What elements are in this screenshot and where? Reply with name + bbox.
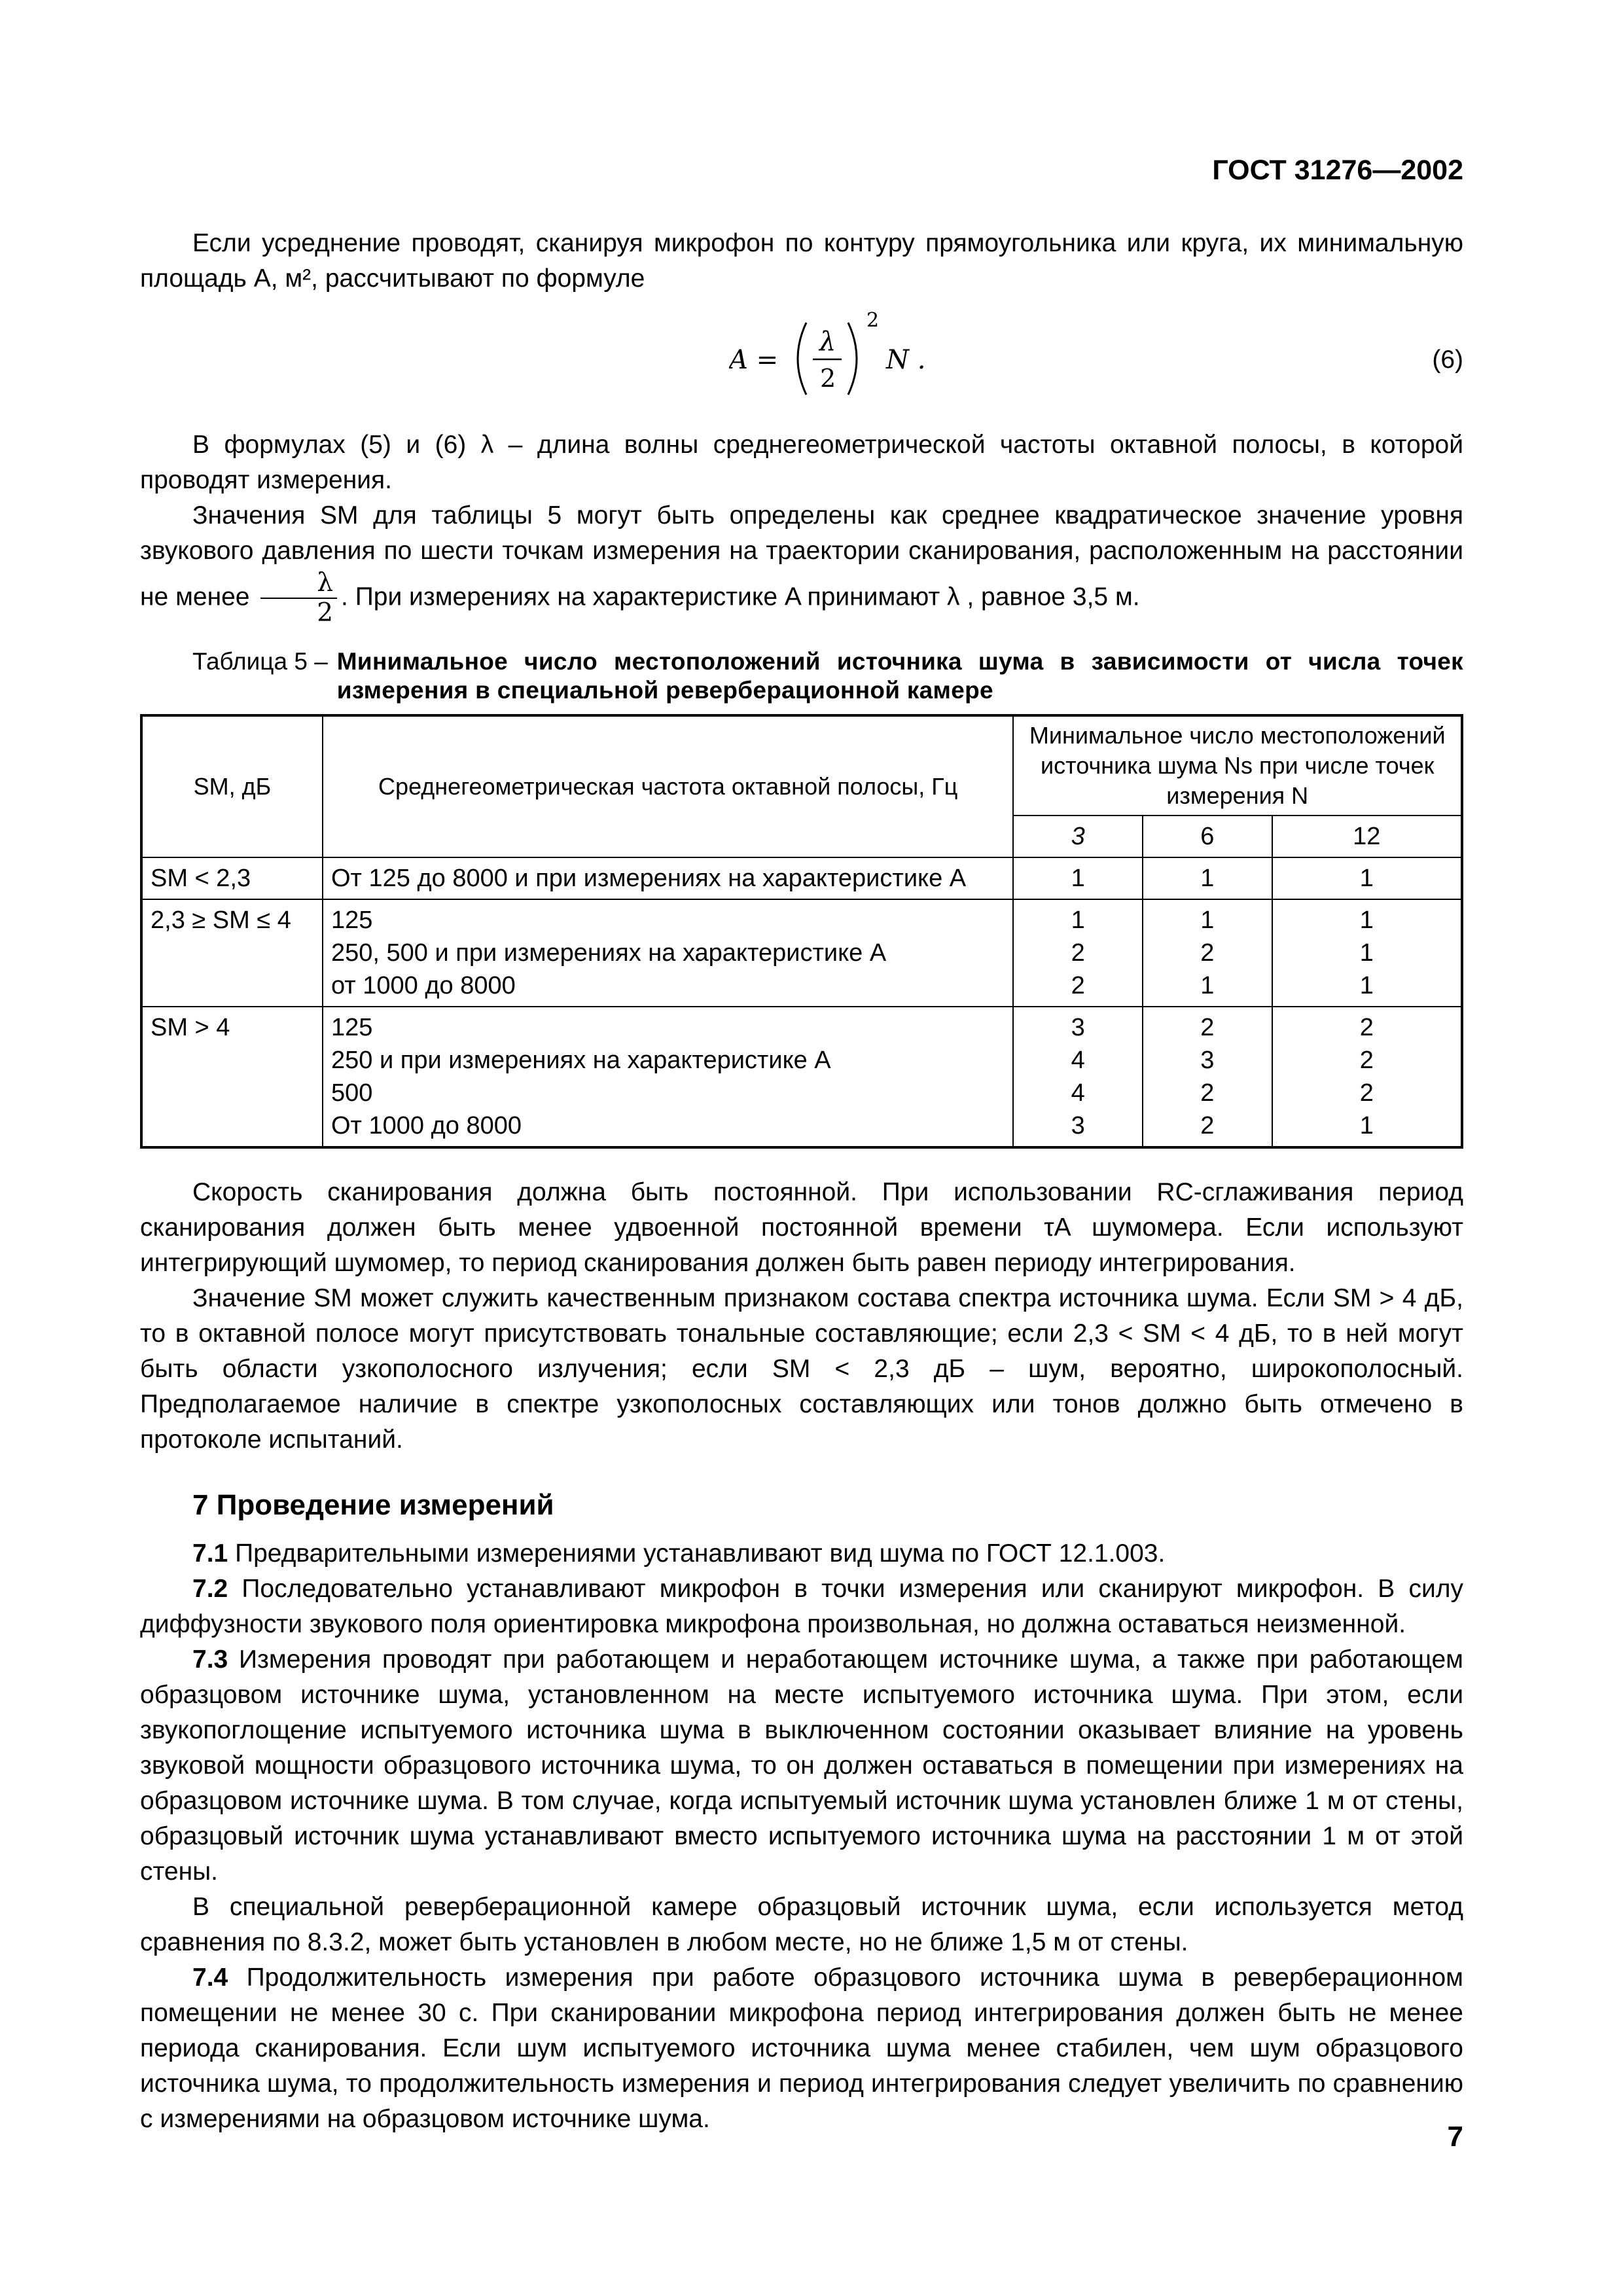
value: 2: [1359, 1014, 1374, 1041]
cell-sm: 2,3 ≥ SM ≤ 4: [141, 899, 323, 1007]
cell-n12: [1272, 899, 1462, 1007]
value: 1: [1359, 865, 1374, 892]
table-row: [141, 1007, 1462, 1147]
clause-7-1: [140, 1536, 1463, 1571]
formula-6-graphic: [729, 303, 1004, 414]
clause-text: Предварительными измерениями устанавливают вид шума по ГОСТ 12.1.003.: [235, 1539, 1166, 1568]
cell-n3: [1013, 899, 1143, 1007]
clause-7-2: [140, 1571, 1463, 1642]
table-caption-label: Таблица 5 –: [192, 648, 328, 675]
value: 1: [1200, 906, 1215, 934]
table-header-row: [141, 715, 1462, 816]
paragraph-sm-values-tail: . При измерениях на характеристике A принимают λ , равное 3,5 м.: [341, 583, 1140, 611]
table-row: [141, 899, 1462, 1007]
formula-6: [140, 303, 1463, 414]
value: 2: [1071, 939, 1085, 967]
right-paren: [848, 323, 857, 395]
table-row: [141, 857, 1462, 899]
clause-7-3-continuation: В специальной реверберационной камере образцовый источник шума, если используется метод сравнения по 8.3.2, может быть установлен в любом месте, но не ближе 1,5 м от стены.: [140, 1893, 1463, 1956]
value: 4: [1071, 1079, 1085, 1107]
cell-sm: SM < 2,3: [141, 857, 323, 899]
value: 3: [1071, 1014, 1085, 1041]
cell-sm: SM > 4: [141, 1007, 323, 1147]
clause-7-3: [140, 1642, 1463, 1890]
frequency-line: От 125 до 8000 и при измерениях на характеристике A: [331, 865, 967, 892]
value: 2: [1200, 1112, 1215, 1139]
value: 2: [1200, 1079, 1215, 1107]
table-5: [140, 714, 1463, 1149]
value: 1: [1071, 865, 1085, 892]
paragraph-lambda-definition: В формулах (5) и (6) λ – длина волны среднегеометрической частоты октавной полосы, в которой проводят измерения.: [140, 431, 1463, 494]
frequency-line: 250 и при измерениях на характеристике A: [331, 1047, 831, 1074]
value: 2: [1359, 1079, 1374, 1107]
header-min-positions: Минимальное число местоположений источника шума Ns при числе точек измерения N: [1013, 715, 1462, 816]
cell-n12: [1272, 1007, 1462, 1147]
header-frequency: Среднегеометрическая частота октавной полосы, Гц: [323, 715, 1013, 857]
value: 2: [1359, 1047, 1374, 1074]
clause-number: 7.2: [192, 1575, 228, 1603]
cell-n3: [1013, 857, 1143, 899]
frequency-line: от 1000 до 8000: [331, 972, 516, 999]
formula-num: λ: [819, 327, 836, 357]
clause-text: Последовательно устанавливают микрофон в точки измерения или сканируют микрофон. В силу диффузности звукового поля ориентировка микрофона произвольная, но должна оставаться неизменной.: [140, 1575, 1463, 1638]
value: 1: [1359, 972, 1374, 999]
frequency-line: От 1000 до 8000: [331, 1112, 522, 1139]
table-caption: [140, 647, 1463, 705]
cell-frequency: [323, 899, 1013, 1007]
value: 1: [1359, 1112, 1374, 1139]
paragraph-area-formula-intro: Если усреднение проводят, сканируя микрофон по контуру прямоугольника или круга, их минимальную площадь A, м², рассчитывают по формуле: [140, 229, 1463, 293]
frequency-line: 125: [331, 906, 373, 934]
value: 2: [1200, 939, 1215, 967]
fraction-denominator: 2: [317, 598, 334, 628]
value: 1: [1359, 939, 1374, 967]
frequency-line: 250, 500 и при измерениях на характеристике A: [331, 939, 887, 967]
clause-number: 7.4: [192, 1964, 228, 1992]
header-n-12: 12: [1272, 816, 1462, 857]
section-heading: 7 Проведение измерений: [192, 1489, 554, 1521]
frequency-line: 125: [331, 1014, 373, 1041]
paragraph-sm-values-text: Значения SM для таблицы 5 могут быть определены как среднее квадратическое значение уровня звукового давления по шести точкам измерения на траектории сканирования, расположенным на расстоянии не менее: [140, 501, 1463, 611]
value: 1: [1359, 906, 1374, 934]
header-sm: SM, дБ: [141, 715, 323, 857]
clause-text: Измерения проводят при работающем и неработающем источнике шума, а также при работающем образцовом источнике шума, установленном на месте испытуемого источника шума. При этом, если звукопоглощение испытуемого источника шума в выключенном состоянии оказывает влияние на уровень звуковой мощности образцового источника шума, то он должен оставаться в помещении при измерениях на образцовом источнике шума. В том случае, когда испытуемый источник шума установлен ближе 1 м от стены, образцовый источник шума устанавливают вместо испытуемого источника шума на расстоянии 1 м от этой стены.: [140, 1645, 1463, 1886]
page-content: [140, 226, 1463, 2137]
paragraph-scan-speed: Скорость сканирования должна быть постоянной. При использовании RC-сглаживания период сканирования должен быть менее удвоенной постоянной времени τA шумомера. Если используют интегрирующий шумомер, то период сканирования должен быть равен периоду интегрирования.: [140, 1178, 1463, 1277]
header-n-6: 6: [1143, 816, 1272, 857]
paragraph-sm-indicator: Значение SM может служить качественным признаком состава спектра источника шума. Если SM > 4 дБ, то в октавной полосе могут присутствовать тональные составляющие; если 2,3 < SM < 4 дБ, то в ней могут быть области узкополосного излучения; если SM < 2,3 дБ – шум, вероятно, широкополосный. Предполагаемое наличие в спектре узкополосных составляющих или тонов должно быть отмечено в протоколе испытаний.: [140, 1284, 1463, 1454]
cell-n6: [1143, 899, 1272, 1007]
fraction-numerator: λ: [260, 569, 337, 599]
page-number: 7: [1447, 2121, 1463, 2153]
clause-text: Продолжительность измерения при работе образцового источника шума в реверберационном помещении не менее 30 с. При сканировании микрофона период интегрирования должен быть не менее периода сканирования. Если шум испытуемого источника шума менее стабилен, чем шум образцового источника шума, то продолжительность измерения и период интегрирования следует увеличить по сравнению с измерениями на образцовом источнике шума.: [140, 1964, 1463, 2133]
cell-frequency: [323, 1007, 1013, 1147]
value: 1: [1071, 906, 1085, 934]
equation-number: (6): [1432, 346, 1463, 374]
formula-lhs: A =: [729, 345, 779, 375]
formula-den: 2: [820, 364, 836, 393]
value: 1: [1200, 865, 1215, 892]
lambda-half-fraction: [260, 569, 337, 628]
value: 4: [1071, 1047, 1085, 1074]
table-caption-title: Минимальное число местоположений источника шума в зависимости от числа точек измерения в специальной реверберационной камере: [336, 648, 1463, 704]
left-paren: [798, 323, 806, 395]
clause-7-4: [140, 1960, 1463, 2137]
cell-n6: [1143, 1007, 1272, 1147]
formula-rhs: N .: [886, 345, 926, 375]
formula-exp: 2: [866, 309, 880, 332]
clause-number: 7.1: [192, 1539, 228, 1568]
cell-n12: [1272, 857, 1462, 899]
cell-n3: [1013, 1007, 1143, 1147]
frequency-line: 500: [331, 1079, 373, 1107]
value: 1: [1200, 972, 1215, 999]
value: 2: [1071, 972, 1085, 999]
value: 3: [1071, 1112, 1085, 1139]
cell-n6: [1143, 857, 1272, 899]
cell-frequency: [323, 857, 1013, 899]
value: 2: [1200, 1014, 1215, 1041]
header-n-3: 3: [1013, 816, 1143, 857]
clause-number: 7.3: [192, 1645, 228, 1674]
document-header: ГОСТ 31276—2002: [1212, 154, 1463, 186]
value: 3: [1200, 1047, 1215, 1074]
paragraph-sm-values: [140, 498, 1463, 628]
